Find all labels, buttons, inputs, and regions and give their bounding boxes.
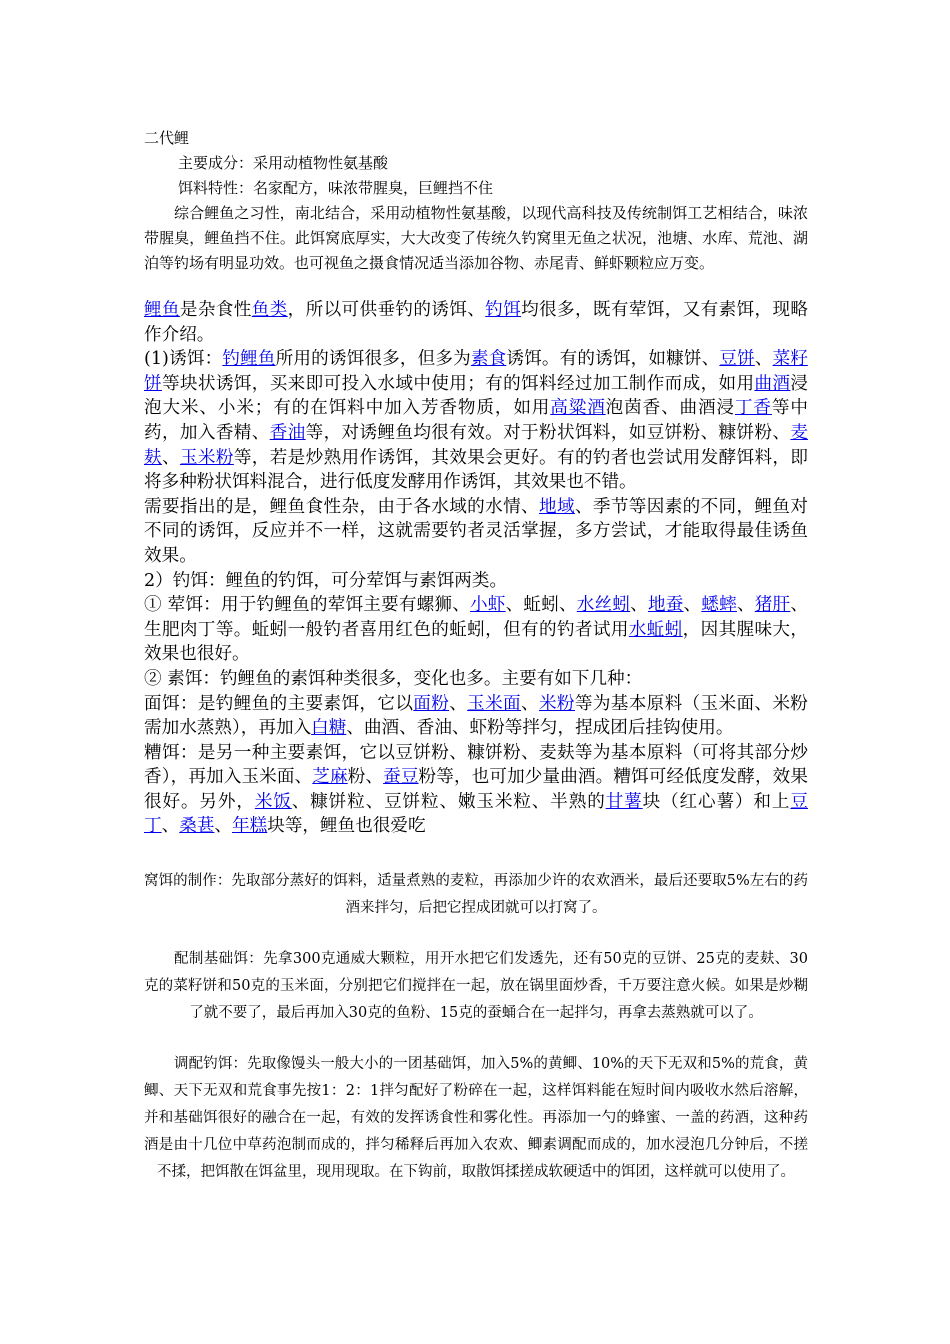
section-header — [144, 126, 808, 276]
link-wheat-bran[interactable]: 麦麸 — [144, 422, 808, 468]
link-hook-bait[interactable]: 钓饵 — [485, 300, 522, 320]
link-carp-fishing[interactable]: 钓鲤鱼 — [222, 349, 276, 370]
link-sesame[interactable]: 芝麻 — [312, 767, 348, 788]
paragraph-lure-bait: (1)诱饵：钓鲤鱼所用的诱饵很多，但多为素食诱饵。有的诱饵，如糠饼、豆饼、菜籽饼等块状诱饵，买来即可投入水域中使用；有的饵料经过加工制作而成，如用曲酒浸泡大米、小米；有的在饵料中加入芳香物质，如用高粱酒泡茵香、曲酒浸丁香等中药，加入香精、香油等，对诱鲤鱼均很有效。对于粉状饵料，如豆饼粉、糠饼粉、麦麸、玉米粉等，若是炒熟用作诱饵，其效果会更好。有的钓者也尝试用发酵饵料，即将多种粉状饵料混合，进行低度发酵用作诱饵，其效果也不错。 — [144, 349, 808, 493]
link-region[interactable]: 地域 — [539, 496, 575, 517]
paragraph-note: 需要指出的是，鲤鱼食性杂，由于各水域的水情、地域、季节等因素的不同，鲤鱼对不同的诱饵，反应并不一样，这就需要钓者灵活掌握，多方尝试，才能取得最佳诱鱼效果。 — [144, 496, 808, 566]
link-bean-cake[interactable]: 豆饼 — [719, 349, 755, 370]
link-cornmeal[interactable]: 玉米面 — [467, 693, 522, 714]
recipe-section — [144, 868, 808, 1186]
link-mulberry[interactable]: 桑葚 — [179, 816, 215, 837]
link-clove[interactable]: 丁香 — [734, 398, 772, 419]
main-ingredient-line: 主要成分：采用动植物性氨基酸 — [178, 154, 389, 172]
link-shrimp[interactable]: 小虾 — [470, 595, 506, 616]
link-qu-liquor[interactable]: 曲酒 — [754, 373, 791, 394]
link-cooked-rice[interactable]: 米饭 — [254, 791, 292, 812]
link-broad-bean[interactable]: 蚕豆 — [383, 767, 419, 788]
link-rapeseed-cake[interactable]: 菜籽饼 — [144, 349, 808, 394]
article-body — [144, 298, 808, 839]
link-sorghum-liquor[interactable]: 高粱酒 — [550, 398, 606, 419]
link-fish-category[interactable]: 鱼类 — [251, 300, 288, 320]
link-rice-cake[interactable]: 年糕 — [232, 816, 268, 837]
paragraph-final-bait: 调配钓饵：先取像馒头一般大小的一团基础饵，加入5%的黄鲫、10%的天下无双和5%的荒食，黄鲫、天下无双和荒食事先按1：2：1拌匀配好了粉碎在一起，这样饵料能在短时间内吸收水然后溶解，并和基础饵很好的融合在一起，有效的发挥诱食性和雾化性。再添加一勺的蜂蜜、一盖的药酒，这种药酒是由十几位中草药泡制而成的，拌匀稀释后再加入农欢、鲫素调配而成的，加水浸泡几分钟后，不搓不揉，把饵散在饵盆里，现用现取。在下钩前，取散饵揉搓成软硬适中的饵团，这样就可以使用了。 — [144, 1056, 808, 1180]
paragraph-dough-bait: 面饵：是钓鲤鱼的主要素饵，它以面粉、玉米面、米粉等为基本原料（玉米面、米粉需加水蒸熟），再加入白糖、曲酒、香油、虾粉等拌匀，捏成团后挂钩使用。 — [144, 693, 808, 739]
link-carp[interactable]: 鲤鱼 — [144, 300, 180, 320]
link-grub[interactable]: 地蚕 — [647, 595, 684, 616]
paragraph-meat-bait: ① 荤饵：用于钓鲤鱼的荤饵主要有螺狮、小虾、蚯蚓、水丝蚓、地蚕、蟋蟀、猪肝、生肥肉丁等。蚯蚓一般钓者喜用红色的蚯蚓，但有的钓者试用水蚯蚓，因其腥味大，效果也很好。 — [144, 595, 808, 665]
paragraph-hook-bait-heading: 2）钓饵：鲤鱼的钓饵，可分荤饵与素饵两类。 — [144, 570, 508, 591]
paragraph-overview: 鲤鱼是杂食性鱼类，所以可供垂钓的诱饵、钓饵均很多，既有荤饵，又有素饵，现略作介绍。 — [144, 300, 808, 345]
link-flour[interactable]: 面粉 — [413, 693, 450, 714]
link-rice-flour[interactable]: 米粉 — [538, 693, 575, 714]
link-bean-cubes[interactable]: 豆丁 — [144, 791, 808, 837]
link-water-earthworm[interactable]: 水蚯蚓 — [628, 619, 683, 640]
link-sweet-potato[interactable]: 甘薯 — [605, 791, 643, 812]
paragraph-base-bait: 配制基础饵：先拿300克通威大颗粒，用开水把它们发透先，还有50克的豆饼、25克的麦麸、30克的菜籽饼和50克的玉米面，分别把它们搅拌在一起，放在锅里面炒香，千万要注意火候。如果是炒糊了就不要了，最后再加入30克的鱼粉、15克的蚕蛹合在一起拌匀，再拿去蒸熟就可以了。 — [144, 951, 808, 1021]
intro-paragraph: 综合鲤鱼之习性，南北结合，采用动植物性氨基酸，以现代高科技及传统制饵工艺相结合，味浓带腥臭，鲤鱼挡不住。此饵窝底厚实，大大改变了传统久钓窝里无鱼之状况，池塘、水库、荒池、湖泊等钓场有明显功效。也可视鱼之摄食情况适当添加谷物、赤尾青、鲜虾颗粒应万变。 — [144, 204, 808, 272]
link-sesame-oil[interactable]: 香油 — [269, 422, 306, 443]
bait-feature-line: 饵料特性：名家配方，味浓带腥臭，巨鲤挡不住 — [178, 179, 494, 197]
link-white-sugar[interactable]: 白糖 — [311, 718, 347, 739]
link-pig-liver[interactable]: 猪肝 — [754, 595, 791, 616]
paragraph-groundbait: 窝饵的制作：先取部分蒸好的饵料，适量煮熟的麦粒，再添加少许的农欢酒米，最后还要取5%左右的药酒来拌匀，后把它捏成团就可以打窝了。 — [144, 873, 808, 916]
paragraph-mash-bait: 糟饵：是另一种主要素饵，它以豆饼粉、糠饼粉、麦麸等为基本原料（可将其部分炒香），再加入玉米面、芝麻粉、蚕豆粉等，也可加少量曲酒。糟饵可经低度发酵，效果很好。另外，米饭、糠饼粒、豆饼粒、嫩玉米粒、半熟的甘薯块（红心薯）和上豆丁、桑葚、年糕块等，鲤鱼也很爱吃 — [144, 742, 808, 837]
link-cricket[interactable]: 蟋蟀 — [701, 595, 737, 616]
link-vegetarian[interactable]: 素食 — [470, 349, 507, 370]
doc-title: 二代鲤 — [144, 129, 190, 147]
link-corn-flour[interactable]: 玉米粉 — [179, 447, 234, 468]
link-tubifex[interactable]: 水丝蚓 — [576, 595, 631, 616]
paragraph-plant-bait-heading: ② 素饵：钓鲤鱼的素饵种类很多，变化也多。主要有如下几种： — [144, 668, 643, 689]
